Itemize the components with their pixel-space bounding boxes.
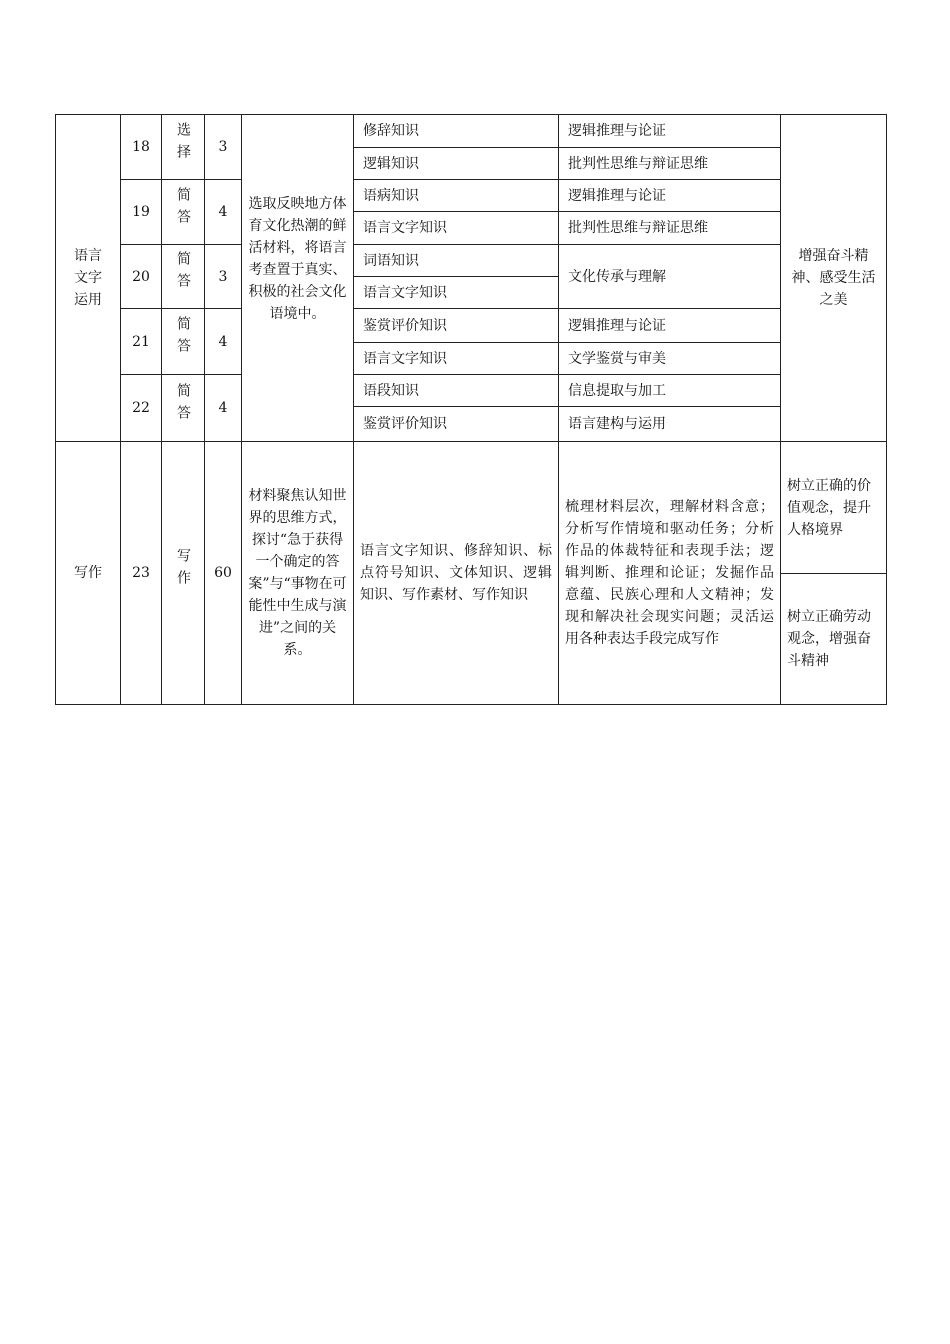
question-number: 18 bbox=[121, 115, 162, 180]
knowledge-cell: 逻辑知识 bbox=[354, 148, 559, 180]
question-type: 选择 bbox=[162, 115, 205, 180]
ability-cell: 文化传承与理解 bbox=[559, 245, 781, 309]
question-score: 4 bbox=[205, 180, 242, 245]
ability-cell: 文学鉴赏与审美 bbox=[559, 343, 781, 375]
question-score: 3 bbox=[205, 115, 242, 180]
ability-cell: 逻辑推理与论证 bbox=[559, 180, 781, 212]
knowledge-cell: 语言文字知识、修辞知识、标点符号知识、文体知识、逻辑知识、写作素材、写作知识 bbox=[354, 442, 559, 705]
table-row bbox=[56, 309, 887, 343]
table-row bbox=[56, 180, 887, 212]
question-type: 写作 bbox=[162, 442, 205, 705]
knowledge-cell: 语言文字知识 bbox=[354, 212, 559, 245]
knowledge-cell: 修辞知识 bbox=[354, 115, 559, 148]
question-type: 简答 bbox=[162, 245, 205, 309]
ability-cell: 批判性思维与辩证思维 bbox=[559, 212, 781, 245]
ability-cell: 逻辑推理与论证 bbox=[559, 309, 781, 343]
table-row bbox=[56, 442, 887, 574]
question-score: 4 bbox=[205, 375, 242, 442]
knowledge-cell: 语言文字知识 bbox=[354, 343, 559, 375]
values-cell: 增强奋斗精神、感受生活之美 bbox=[781, 115, 887, 442]
knowledge-cell: 语段知识 bbox=[354, 375, 559, 407]
ability-cell: 梳理材料层次，理解材料含意；分析写作情境和驱动任务；分析作品的体裁特征和表现手法；逻辑判断、推理和论证；发掘作品意蕴、民族心理和人文精神；发现和解决社会现实问题；灵活运用各种表达手段完成写作 bbox=[559, 442, 781, 705]
question-number: 23 bbox=[121, 442, 162, 705]
question-number: 19 bbox=[121, 180, 162, 245]
table-row bbox=[56, 245, 887, 277]
knowledge-cell: 语言文字知识 bbox=[354, 277, 559, 309]
knowledge-cell: 词语知识 bbox=[354, 245, 559, 277]
question-number: 22 bbox=[121, 375, 162, 442]
question-type: 简答 bbox=[162, 309, 205, 375]
knowledge-cell: 语病知识 bbox=[354, 180, 559, 212]
values-cell: 树立正确劳动观念，增强奋斗精神 bbox=[781, 574, 887, 705]
material-description: 选取反映地方体育文化热潮的鲜活材料，将语言考查置于真实、积极的社会文化语境中。 bbox=[242, 115, 354, 442]
values-cell: 树立正确的价值观念，提升人格境界 bbox=[781, 442, 887, 574]
table-row bbox=[56, 375, 887, 407]
question-number: 21 bbox=[121, 309, 162, 375]
exam-spec-table bbox=[55, 114, 887, 705]
ability-cell: 批判性思维与辩证思维 bbox=[559, 148, 781, 180]
ability-cell: 语言建构与运用 bbox=[559, 407, 781, 442]
question-score: 4 bbox=[205, 309, 242, 375]
question-type: 简答 bbox=[162, 180, 205, 245]
question-score: 3 bbox=[205, 245, 242, 309]
section-name: 语言文字运用 bbox=[74, 248, 102, 308]
question-score: 60 bbox=[205, 442, 242, 705]
section-name: 写作 bbox=[56, 442, 121, 705]
question-number: 20 bbox=[121, 245, 162, 309]
ability-cell: 逻辑推理与论证 bbox=[559, 115, 781, 148]
knowledge-cell: 鉴赏评价知识 bbox=[354, 309, 559, 343]
material-description: 材料聚焦认知世界的思维方式，探讨“急于获得一个确定的答案”与“事物在可能性中生成与演进”之间的关系。 bbox=[242, 442, 354, 705]
ability-cell: 信息提取与加工 bbox=[559, 375, 781, 407]
knowledge-cell: 鉴赏评价知识 bbox=[354, 407, 559, 442]
table-row bbox=[56, 115, 887, 148]
section-name-cell bbox=[56, 115, 121, 442]
question-type: 简答 bbox=[162, 375, 205, 442]
